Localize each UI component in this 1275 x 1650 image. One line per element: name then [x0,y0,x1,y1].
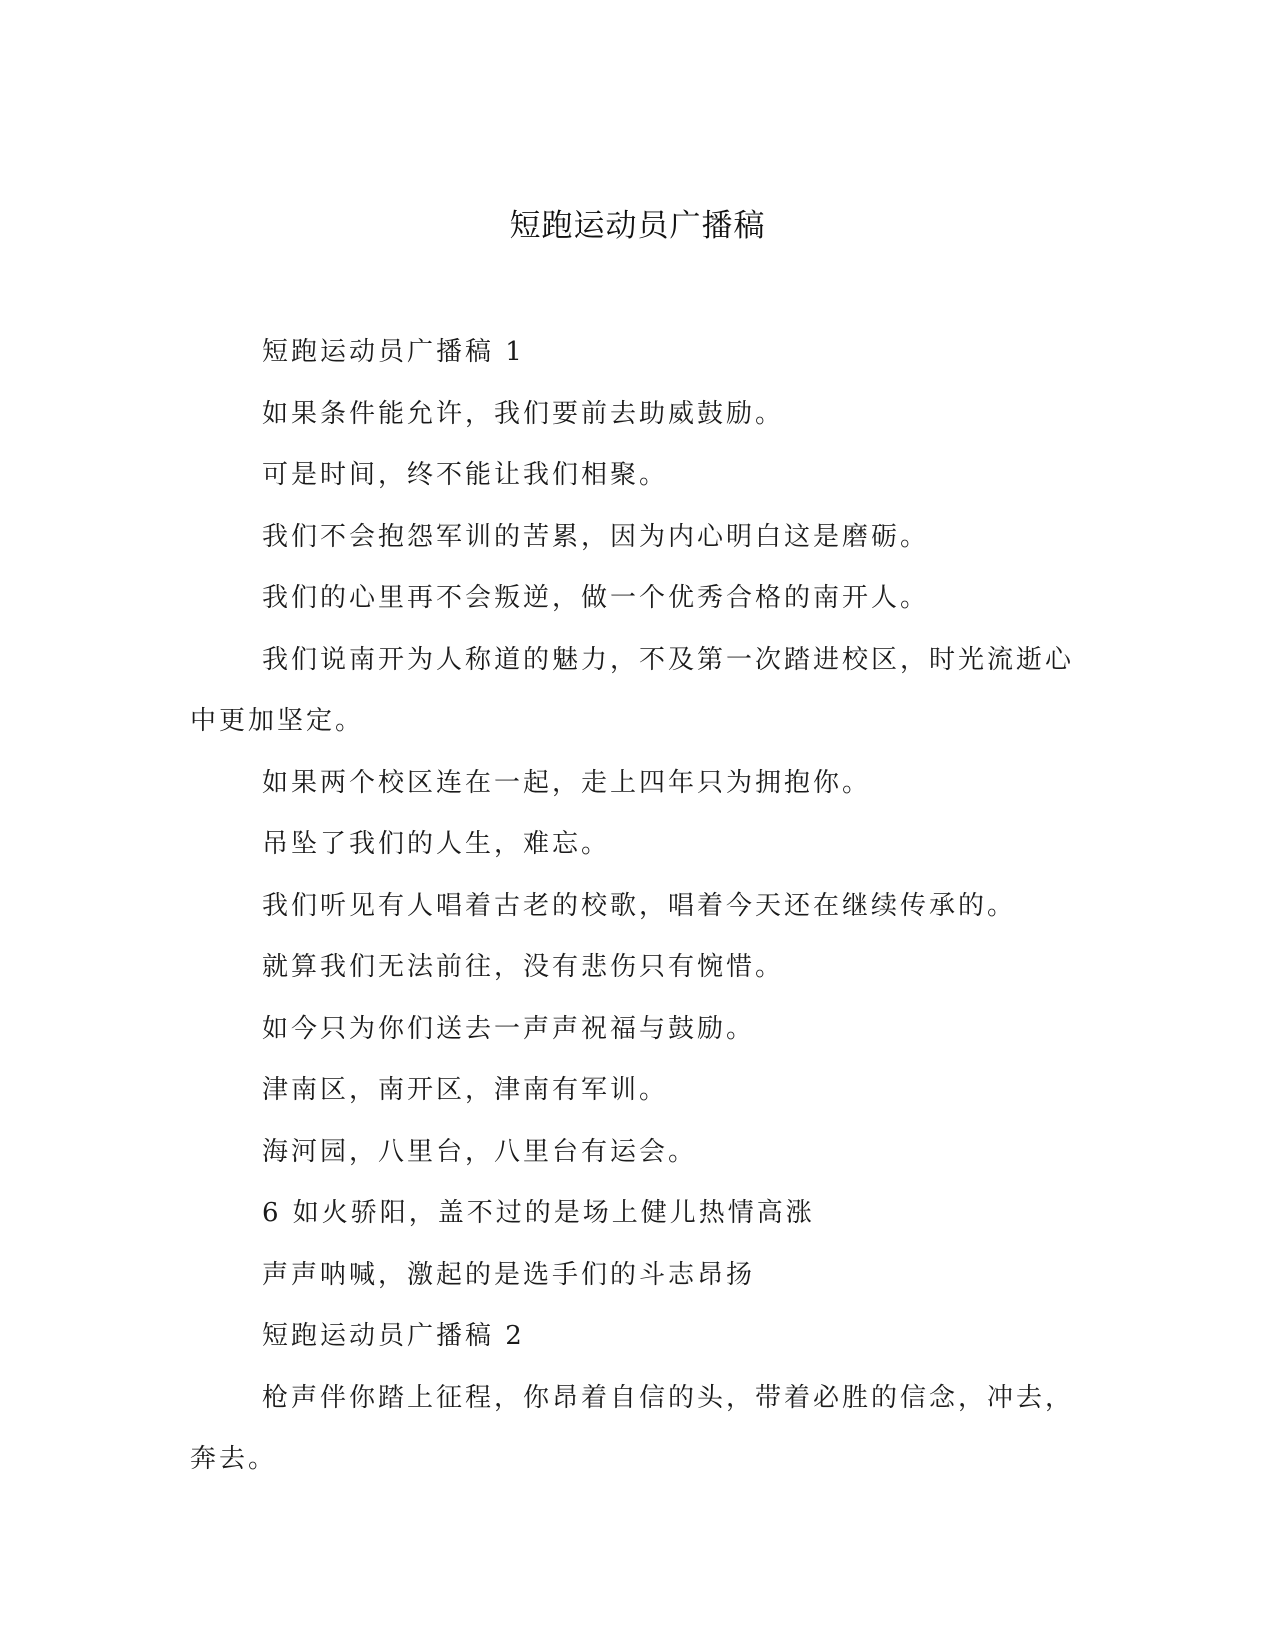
paragraph: 就算我们无法前往，没有悲伤只有惋惜。 [262,952,785,982]
paragraph: 短跑运动员广播稿 2 [262,1321,525,1351]
paragraph: 声声呐喊，激起的是选手们的斗志昂扬 [262,1259,756,1290]
paragraph: 枪声伴你踏上征程，你昂着自信的头，带着必胜的信念，冲去，奔去。 [190,1382,1075,1474]
paragraph: 我们说南开为人称道的魅力，不及第一次踏进校区，时光流逝心中更加坚定。 [190,644,1075,736]
paragraph: 我们的心里再不会叛逆，做一个优秀合格的南开人。 [262,583,930,613]
paragraph: 如果条件能允许，我们要前去助威鼓励。 [262,398,785,429]
document-body [190,322,1080,1491]
paragraph: 津南区，南开区，津南有军训。 [262,1075,669,1105]
paragraph: 如今只为你们送去一声声祝福与鼓励。 [262,1013,756,1044]
paragraph: 6 如火骄阳，盖不过的是场上健儿热情高涨 [262,1198,815,1228]
paragraph: 我们不会抱怨军训的苦累，因为内心明白这是磨砺。 [262,521,930,552]
paragraph: 我们听见有人唱着古老的校歌，唱着今天还在继续传承的。 [262,890,1017,921]
paragraph: 可是时间，终不能让我们相聚。 [262,460,669,490]
paragraph: 吊坠了我们的人生，难忘。 [262,829,611,859]
paragraph: 海河园，八里台，八里台有运会。 [262,1136,698,1167]
paragraph: 短跑运动员广播稿 1 [262,337,525,367]
paragraph: 如果两个校区连在一起，走上四年只为拥抱你。 [262,767,872,798]
page-title: 短跑运动员广播稿 [509,208,766,244]
